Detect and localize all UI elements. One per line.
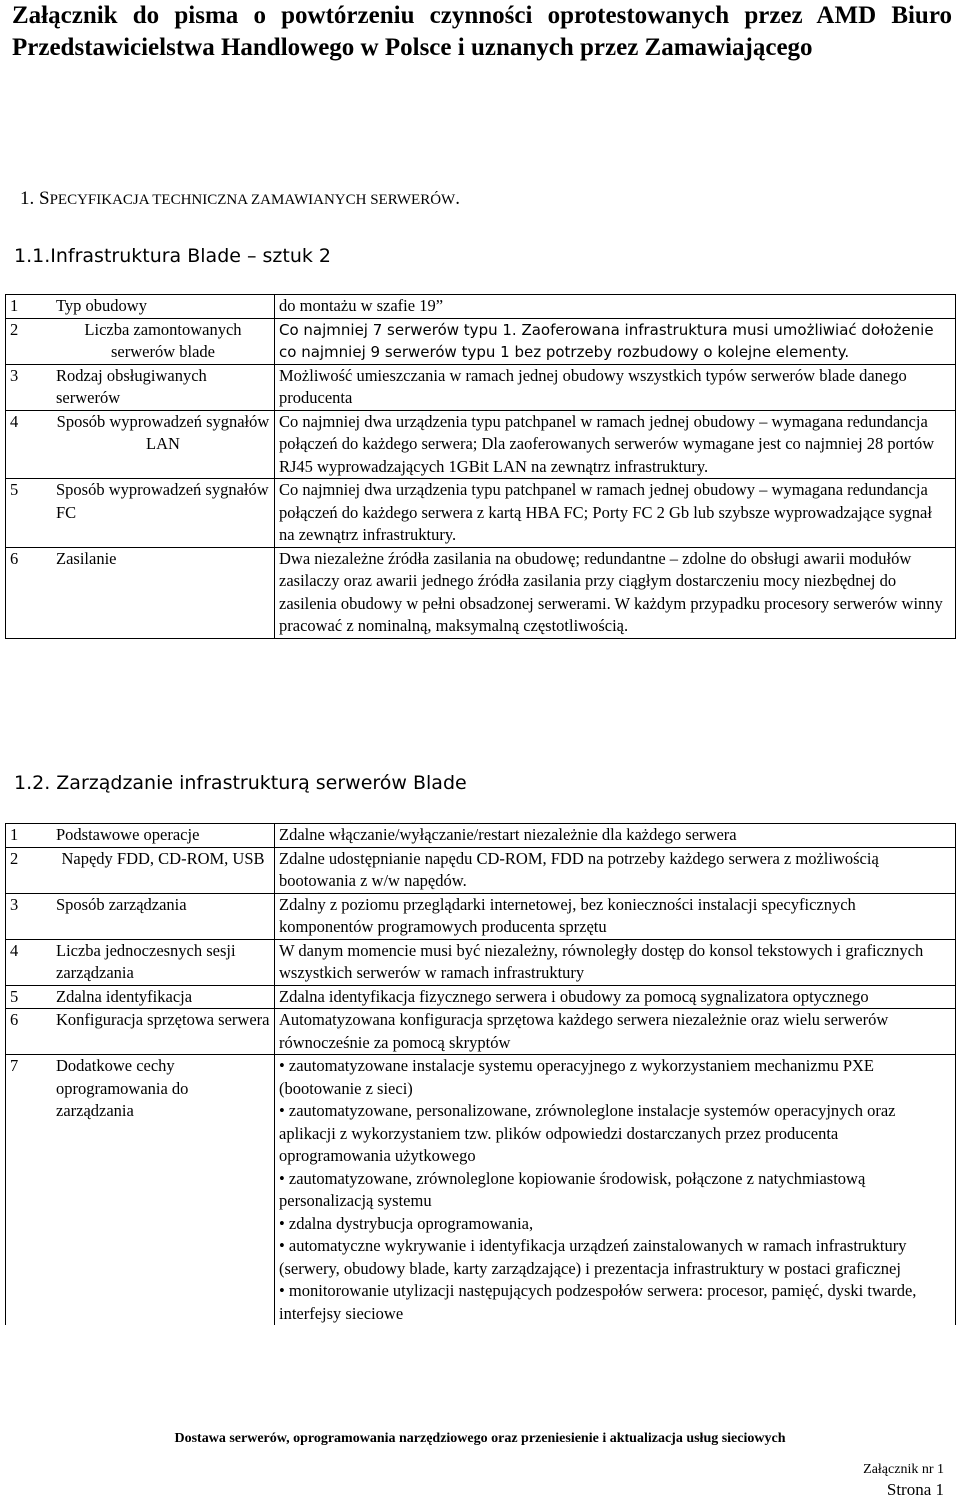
value-line: Zdalny z poziomu przeglądarki internetowej, bez konieczności instalacji specyficznych komponentów programowych producenta sprzętu [279, 894, 856, 936]
bullet-item: • monitorowanie utylizacji następujących podzespołów serwera: procesor, pamięć, dyski twarde, interfejsy sieciowe [279, 1281, 917, 1323]
page-number: Strona 1 [886, 1480, 944, 1499]
infrastructure-spec-table [5, 294, 956, 639]
bullet-item: • zdalna dystrybucja oprogramowania, [279, 1213, 534, 1233]
row-label: Typ obudowy [52, 295, 275, 319]
row-number: 2 [6, 318, 53, 364]
row-label: Dodatkowe cechy oprogramowania do zarządzania [52, 1055, 275, 1326]
page-footer: Dostawa serwerów, oprogramowania narzędziowego oraz przeniesienie i aktualizacja usług sieciowych [174, 1431, 786, 1446]
section-1-caps: PECYFIKACJA TECHNICZNA ZAMAWIANYCH SERWERÓW [49, 192, 456, 208]
value-line: do montażu w szafie 19” [279, 296, 444, 315]
management-spec-table [5, 823, 956, 1325]
value-line: Co najmniej 7 serwerów typu 1. Zaoferowana infrastruktura musi umożliwiać dołożenie co najmniej 9 serwerów typu 1 bez potrzeby rozbudowy o kolejne elementy. [279, 320, 934, 361]
table-row [6, 410, 956, 479]
row-label: Liczba jednoczesnych sesji zarządzania [52, 939, 275, 985]
table-row [6, 318, 956, 364]
row-number: 3 [6, 364, 53, 410]
table-row [6, 985, 956, 1009]
attachment-label: Załącznik nr 1 [863, 1462, 944, 1477]
row-value [275, 410, 956, 479]
value-line: Zdalna identyfikacja fizycznego serwera i obudowy za pomocą sygnalizatora optycznego [279, 986, 869, 1006]
document-title: Załącznik do pisma o powtórzeniu czynności oprotestowanych przez AMD Biuro Przedstawicielstwa Handlowego w Polsce i uznanych przez Zamawiającego [12, 2, 952, 61]
section-heading-1-1: 1.1.Infrastruktura Blade – sztuk 2 [14, 245, 332, 267]
section-heading-1-2: 1.2. Zarządzanie infrastrukturą serwerów Blade [14, 772, 467, 794]
row-number: 2 [6, 847, 53, 893]
table-row [6, 939, 956, 985]
value-line: Dwa niezależne źródła zasilania na obudowę; redundantne – zdolne do obsługi awarii modułów zasilaczy oraz awarii jednego źródła zasilania przy ciągłym dostarczeniu mocy niezbędnej do zasilenia obudowy w pełni obsadzonej serwerami. W każdym przypadku procesory serwerów winny pracować z nominalną, maksymalną częstotliwością. [279, 548, 943, 635]
row-label: Napędy FDD, CD-ROM, USB [52, 847, 275, 893]
row-label: Sposób zarządzania [52, 893, 275, 939]
value-line: Zdalne włączanie/wyłączanie/restart niezależnie dla każdego serwera [279, 825, 737, 844]
row-label: Zdalna identyfikacja [52, 985, 275, 1009]
section-heading-1 [20, 186, 460, 213]
section-1-end: . [455, 188, 460, 209]
value-line: Co najmniej dwa urządzenia typu patchpanel w ramach jednej obudowy – wymagana redundancja połączeń do każdego serwera; Dla zaoferowanych serwerów wymagane jest co najmniej 28 portów RJ45 wyprowadzających 1GBit LAN na zewnątrz infrastruktury. [279, 411, 935, 476]
row-number: 3 [6, 893, 53, 939]
table-row [6, 295, 956, 319]
table-row [6, 1055, 956, 1326]
row-value [275, 1055, 956, 1326]
bullet-item: • zautomatyzowane, zrównoleglone kopiowanie środowisk, połączone z natychmiastową personalizacją systemu [279, 1168, 866, 1210]
row-value [275, 939, 956, 985]
row-value [275, 547, 956, 638]
row-value [275, 364, 956, 410]
row-value [275, 824, 956, 848]
row-value [275, 295, 956, 319]
value-line: Możliwość umieszczania w ramach jednej obudowy wszystkich typów serwerów blade danego producenta [279, 365, 907, 407]
value-line: Automatyzowana konfiguracja sprzętowa każdego serwera niezależnie oraz wielu serwerów równocześnie za pomocą skryptów [279, 1010, 889, 1052]
row-number: 7 [6, 1055, 53, 1326]
bullet-item: • zautomatyzowane, personalizowane, zrównoleglone instalacje systemów operacyjnych oraz aplikacji z wykorzystaniem tzw. plików odpowiedzi dostarczanych przez producenta oprogramowania użytkowego [279, 1101, 896, 1165]
row-value [275, 318, 956, 364]
value-line: Zdalne udostępnianie napędu CD-ROM, FDD na potrzeby każdego serwera z możliwością bootowania z w/w napędów. [279, 848, 879, 890]
row-number: 1 [6, 824, 53, 848]
row-label: Podstawowe operacje [52, 824, 275, 848]
row-number: 4 [6, 410, 53, 479]
table-row [6, 364, 956, 410]
table-row [6, 893, 956, 939]
value-line: W danym momencie musi być niezależny, równoległy dostęp do konsol tekstowych i graficznych wszystkich serwerów w ramach infrastruktury [279, 940, 924, 982]
value-line: Co najmniej dwa urządzenia typu patchpanel w ramach jednej obudowy – wymagana redundancja połączeń do każdego serwera z kartą HBA FC; Porty FC 2 Gb lub szybsze wyprowadzające sygnał na zewnątrz infrastruktury. [279, 480, 932, 544]
row-label: Sposób wyprowadzeń sygnałów FC [52, 479, 275, 548]
row-value [275, 479, 956, 548]
row-label: Sposób wyprowadzeń sygnałów LAN [52, 410, 275, 479]
row-number: 5 [6, 479, 53, 548]
row-number: 6 [6, 1009, 53, 1055]
row-number: 5 [6, 985, 53, 1009]
table-row [6, 824, 956, 848]
row-value [275, 893, 956, 939]
row-number: 1 [6, 295, 53, 319]
row-value [275, 847, 956, 893]
row-number: 6 [6, 547, 53, 638]
table-row [6, 479, 956, 548]
row-label: Rodzaj obsługiwanych serwerów [52, 364, 275, 410]
table-row [6, 547, 956, 638]
table-row [6, 1009, 956, 1055]
table-row [6, 847, 956, 893]
section-1-number: 1. S [20, 188, 50, 209]
row-label: Zasilanie [52, 547, 275, 638]
row-label: Konfiguracja sprzętowa serwera [52, 1009, 275, 1055]
row-value [275, 985, 956, 1009]
bullet-item: • automatyczne wykrywanie i identyfikacja urządzeń zainstalowanych w ramach infrastruktury (serwery, obudowy blade, karty zarządzające) i prezentacja infrastruktury w postaci graficznej [279, 1236, 907, 1278]
row-value [275, 1009, 956, 1055]
row-label: Liczba zamontowanych serwerów blade [52, 318, 275, 364]
bullet-item: • zautomatyzowane instalacje systemu operacyjnego z wykorzystaniem mechanizmu PXE (bootowanie z sieci) [279, 1056, 874, 1098]
row-number: 4 [6, 939, 53, 985]
